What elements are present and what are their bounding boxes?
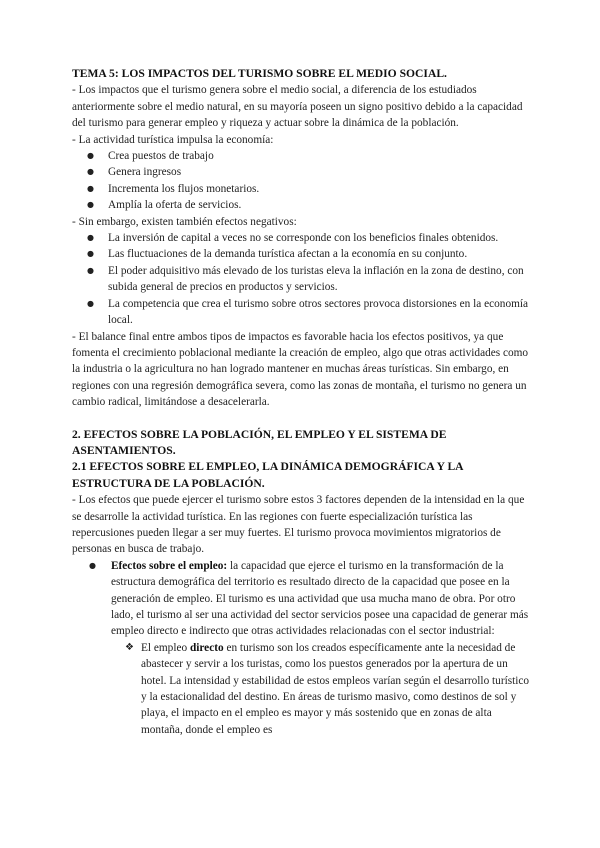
direct-employment-item	[72, 640, 532, 738]
intro-paragraph: - Los impactos que el turismo genera sobre el medio social, a diferencia de los estudiados anteriormente sobre el medio natural, en su mayoría poseen un signo positivo debido a la capacidad del turismo para generar empleo y riqueza y actuar sobre la dinámica de la población.	[72, 84, 523, 130]
list-item: ● Incrementa los flujos monetarios.	[72, 181, 532, 197]
list-item: ● La competencia que crea el turismo sobre otros sectores provoca distorsiones en la economía local.	[72, 296, 532, 329]
economy-list	[72, 148, 532, 214]
list-item: ● El poder adquisitivo más elevado de los turistas eleva la inflación en la zona de destino, con subida general de precios en productos y servicios.	[72, 263, 532, 296]
employment-sublist	[72, 640, 532, 738]
diamond-bullet-icon: ❖	[125, 641, 134, 653]
page-title: TEMA 5: LOS IMPACTOS DEL TURISMO SOBRE EL MEDIO SOCIAL.	[72, 67, 447, 80]
direct-bold: directo	[189, 641, 224, 654]
list-item: ● Crea puestos de trabajo	[72, 148, 532, 164]
effects-list	[72, 558, 532, 738]
negative-effects-list	[72, 230, 532, 328]
list-item: ● Las fluctuaciones de la demanda turística afectan a la economía en su conjunto.	[72, 246, 532, 262]
balance-paragraph: - El balance final entre ambos tipos de impactos es favorable hacia los efectos positivos, ya que fomenta el crecimiento poblacional mediante la creación de empleo, algo que otras actividades como la industria o la agricultura no han logrado mantener en muchas áreas turísticas. Sin embargo, en regiones con una regresión demográfica severa, como las zonas de montaña, el turismo no genera un cambio radical, limitándose a desacelerarla.	[72, 330, 529, 409]
direct-text-after: en turismo son los creados específicamente ante la necesidad de abastecer y servir a los turistas, como los puestos generados por la apertura de un hotel. La intensidad y estabilidad de estos empleos varían según el desarrollo turístico y la estacionalidad del destino. En áreas de turismo masivo, como destinos de sol y playa, el impacto en el empleo es mayor y más sostenido que en zonas de alta montaña, donde el empleo es	[141, 641, 530, 736]
spacer	[72, 411, 532, 427]
section-2-heading: 2. EFECTOS SOBRE LA POBLACIÓN, EL EMPLEO Y EL SISTEMA DE ASENTAMIENTOS.	[72, 427, 447, 457]
list-item: ● Amplía la oferta de servicios.	[72, 197, 532, 213]
list-item: ● Genera ingresos	[72, 164, 532, 180]
employment-text: la capacidad que ejerce el turismo en la transformación de la estructura demográfica del territorio es resultado directo de la capacidad que posee en la generación de empleo. El turismo es una actividad que usa mucha mano de obra. Por otro lado, el turismo al ser una actividad del sector servicios posee una capacidad de generar más empleo directo e indirecto que otras actividades relacionadas con el sector industrial:	[111, 559, 529, 638]
document-page	[72, 66, 532, 738]
direct-text-before: El empleo	[141, 641, 190, 654]
employment-effects-item	[72, 558, 532, 738]
economy-lead: - La actividad turística impulsa la economía:	[72, 133, 274, 146]
section-2-1-heading: 2.1 EFECTOS SOBRE EL EMPLEO, LA DINÁMICA DEMOGRÁFICA Y LA ESTRUCTURA DE LA POBLACIÓN.	[72, 460, 463, 490]
employment-label: Efectos sobre el empleo:	[111, 559, 228, 572]
section-2-1-intro: - Los efectos que puede ejercer el turismo sobre estos 3 factores dependen de la intensidad en la que se desarrolle la actividad turística. En las regiones con fuerte especialización turística las repercusiones pueden llegar a ser muy fuertes. El turismo provoca movimientos migratorios de personas en busca de trabajo.	[72, 494, 525, 556]
list-item: ● La inversión de capital a veces no se corresponde con los beneficios finales obtenidos.	[72, 230, 532, 246]
negative-lead: - Sin embargo, existen también efectos negativos:	[72, 215, 297, 228]
